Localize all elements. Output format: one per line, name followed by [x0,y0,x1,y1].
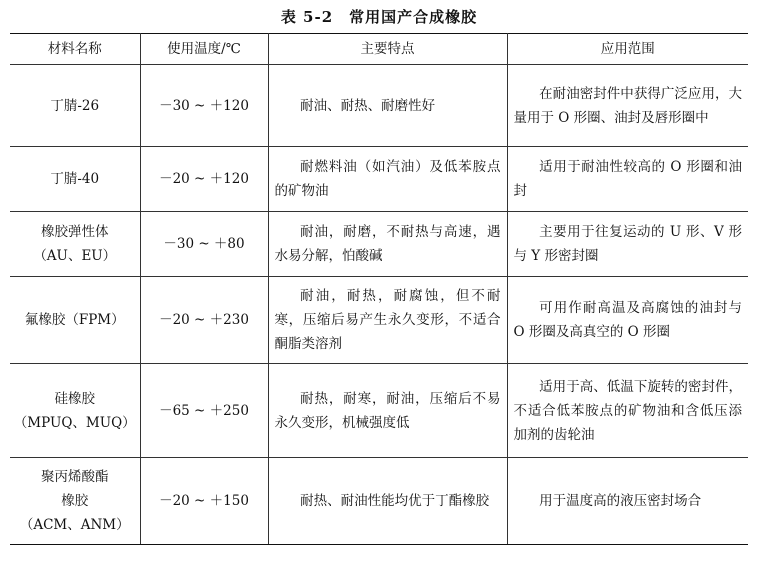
features-text: 耐热、耐油性能均优于丁酯橡胶 [268,458,507,545]
material-name: 硅橡胶 （MPUQ、MUQ） [10,364,140,458]
temperature-range: －20 ~ ＋120 [140,147,268,212]
col-header-features: 主要特点 [268,34,507,65]
features-text: 耐油、耐热、耐磨性好 [268,65,507,147]
table-row [10,65,748,147]
temperature-range: －20 ~ ＋230 [140,277,268,364]
features-text: 耐燃料油（如汽油）及低苯胺点的矿物油 [268,147,507,212]
temperature-range: －30 ~ ＋80 [140,212,268,277]
features-text: 耐热，耐寒，耐油，压缩后不易永久变形，机械强度低 [268,364,507,458]
table-number: 表 5-2 [280,8,334,26]
header-row [10,34,748,65]
application-text: 在耐油密封件中获得广泛应用，大量用于 O 形圈、油封及唇形圈中 [507,65,748,147]
material-name: 橡胶弹性体 （AU、EU） [10,212,140,277]
col-header-temp: 使用温度/℃ [140,34,268,65]
features-text: 耐油，耐热，耐腐蚀，但不耐寒，压缩后易产生永久变形，不适合酮脂类溶剂 [268,277,507,364]
material-name: 氟橡胶（FPM） [10,277,140,364]
material-name: 聚丙烯酸酯 橡胶 （ACM、ANM） [10,458,140,545]
col-header-application: 应用范围 [507,34,748,65]
col-header-name: 材料名称 [10,34,140,65]
features-text: 耐油，耐磨，不耐热与高速，遇水易分解，怕酸碱 [268,212,507,277]
temperature-range: －20 ~ ＋150 [140,458,268,545]
application-text: 可用作耐高温及高腐蚀的油封与 O 形圈及高真空的 O 形圈 [507,277,748,364]
table-row [10,364,748,458]
rubber-table [10,33,748,545]
temperature-range: －65 ~ ＋250 [140,364,268,458]
temperature-range: －30 ~ ＋120 [140,65,268,147]
application-text: 适用于高、低温下旋转的密封件，不适合低苯胺点的矿物油和含低压添加剂的齿轮油 [507,364,748,458]
application-text: 主要用于往复运动的 U 形、V 形与 Y 形密封圈 [507,212,748,277]
material-name: 丁腈-26 [10,65,140,147]
table-row [10,277,748,364]
material-name: 丁腈-40 [10,147,140,212]
application-text: 用于温度高的液压密封场合 [507,458,748,545]
application-text: 适用于耐油性较高的 O 形圈和油封 [507,147,748,212]
table-title: 常用国产合成橡胶 [349,8,478,26]
table-row [10,212,748,277]
table-row [10,458,748,545]
table-row [10,147,748,212]
table-caption [0,6,758,27]
